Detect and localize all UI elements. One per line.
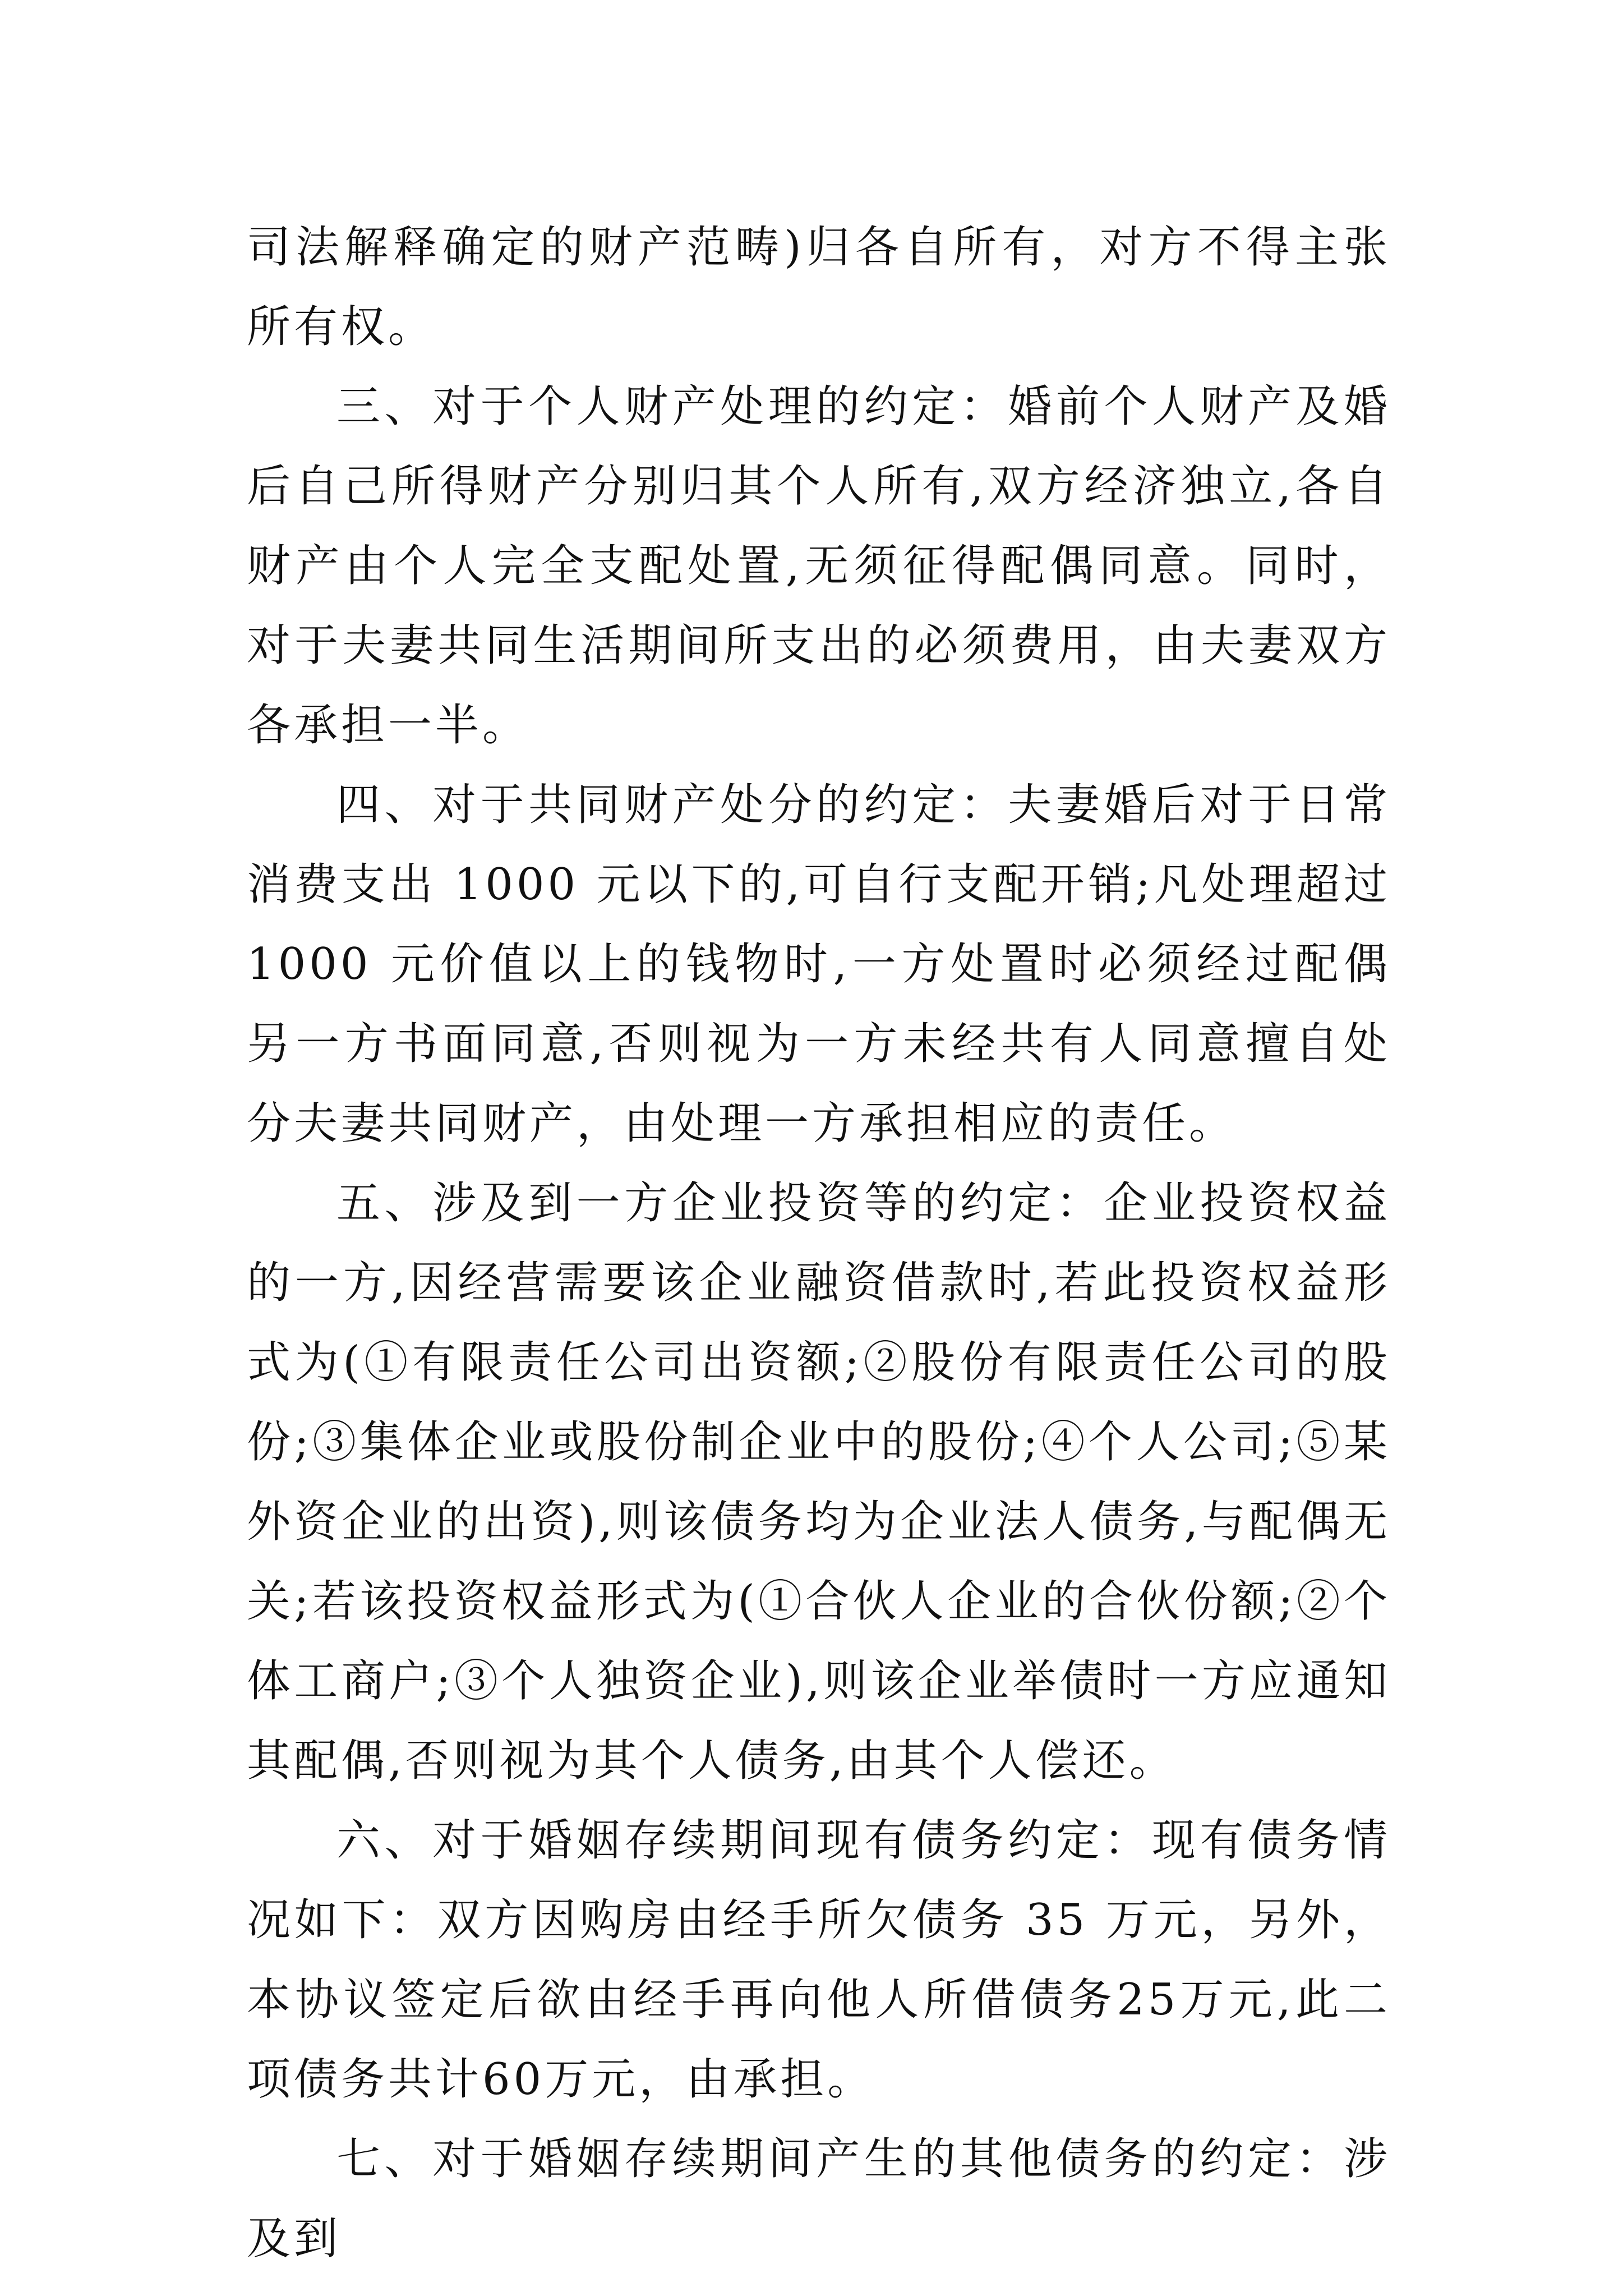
paragraph-clause-5: 五、涉及到一方企业投资等的约定：企业投资权益的一方,因经营需要该企业融资借款时,若此投资权益形式为(①有限责任公司出资额;②股份有限责任公司的股份;③集体企业或股份制企业中的股份;④个人公司;⑤某外资企业的出资),则该债务均为企业法人债务,与配偶无关;若该投资权益形式为(①合伙人企业的合伙份额;②个体工商户;③个人独资企业),则该企业举债时一方应通知其配偶,否则视为其个人债务,由其个人偿还。	[247, 1178, 1391, 1786]
paragraph-clause-6: 六、对于婚姻存续期间现有债务约定：现有债务情况如下：双方因购房由经手所欠债务 35 万元，另外，本协议签定后欲由经手再向他人所借债务25万元,此二项债务共计60万元，由承担。	[247, 1815, 1391, 2105]
paragraph-continuation: 司法解释确定的财产范畴)归各自所有，对方不得主张所有权。	[247, 222, 1391, 352]
paragraph-clause-3: 三、对于个人财产处理的约定：婚前个人财产及婚后自己所得财产分别归其个人所有,双方经济独立,各自财产由个人完全支配处置,无须征得配偶同意。同时，对于夫妻共同生活期间所支出的必须费用，由夫妻双方各承担一半。	[247, 381, 1391, 751]
document-body	[247, 208, 1391, 2279]
paragraph-clause-7: 七、对于婚姻存续期间产生的其他债务的约定：涉及到	[247, 2134, 1391, 2264]
paragraph-clause-4: 四、对于共同财产处分的约定：夫妻婚后对于日常消费支出 1000 元以下的,可自行支配开销;凡处理超过 1000 元价值以上的钱物时,一方处置时必须经过配偶另一方书面同意,否则视为一方未经共有人同意擅自处分夫妻共同财产，由处理一方承担相应的责任。	[247, 780, 1391, 1149]
